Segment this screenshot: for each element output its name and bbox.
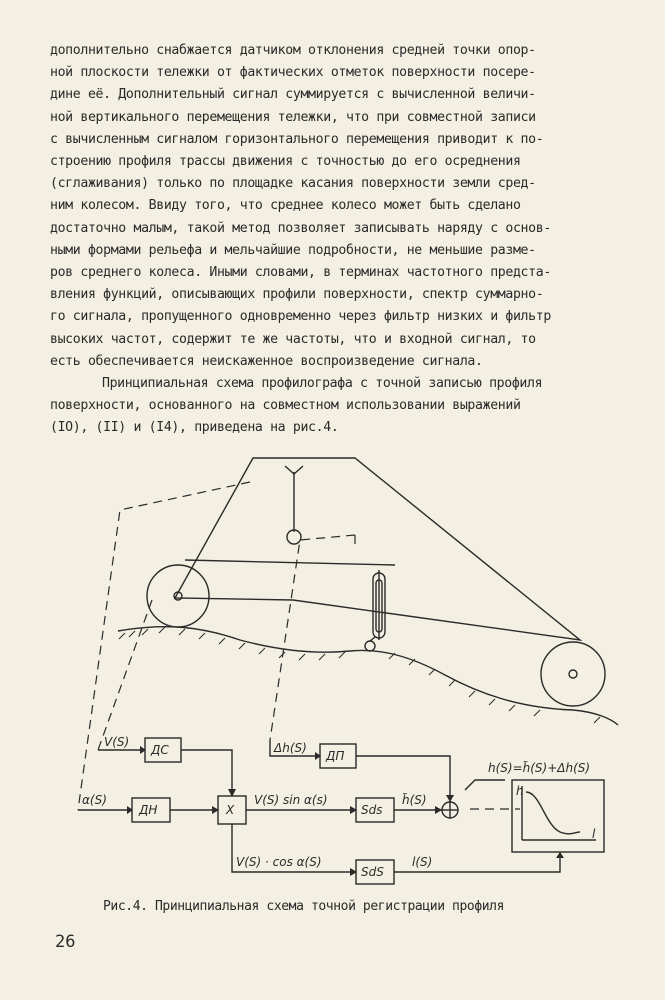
block-int-h-label: Sdѕ (361, 803, 383, 817)
rear-wheel (147, 565, 209, 627)
text-line: строению профиля трассы движения с точностью до его осреднения (50, 154, 521, 170)
block-dn-label: ДН (139, 803, 158, 817)
block-dp-label: ДП (326, 749, 345, 763)
text-line: (IO), (II) и (I4), приведена на рис.4. (50, 420, 339, 436)
text-line: ров среднего колеса. Иными словами, в терминах частотного предста- (50, 265, 551, 281)
profilograph-diagram (0, 440, 665, 910)
text-line: ными формами рельефа и мельчайшие подробности, не меньшие разме- (50, 242, 536, 258)
output-formula-label: h(S)=h̃(S)+Δh(S) (488, 761, 591, 775)
text-line: поверхности, основанного на совместном использовании выражений (50, 398, 521, 414)
signal-l-label: l(S) (412, 855, 433, 869)
signal-v-sin-label: V(S) ѕin α(ѕ) (254, 793, 328, 807)
block-int-l-label: SdS (361, 865, 384, 879)
cart-frame (175, 458, 580, 640)
signal-alpha-label: α(S) (82, 793, 107, 807)
text-line: ним колесом. Ввиду того, что среднее колесо может быть сделано (50, 198, 521, 214)
text-line: дине её. Дополнительный сигнал суммируется с вычисленной величи- (50, 87, 536, 103)
text-line: го сигнала, пропущенного одновременно через фильтр низких и фильтр (50, 309, 551, 325)
plot-axis-l-label: l (592, 827, 596, 841)
text-line: с вычисленным сигналом горизонтального перемещения приводит к по- (50, 131, 544, 147)
middle-wheel (365, 641, 375, 651)
body-text (50, 40, 630, 440)
block-dc-label: ДС (151, 743, 169, 757)
text-line: ной плоскости тележки от фактических отметок поверхности посере- (50, 65, 536, 81)
text-line: высоких частот, содержит те же частоты, что и входной сигнал, то (50, 331, 536, 347)
front-wheel (541, 642, 605, 706)
text-line: (сглаживания) только по площадке касания поверхности земли сред- (50, 176, 536, 192)
signal-dh-label: Δh(S) (274, 741, 307, 755)
block-mult-label: X (226, 803, 235, 817)
signal-h-tilde-label: h̃(S) (402, 793, 427, 807)
signal-v-cos-label: V(S) · cos α(S) (236, 855, 322, 869)
text-line: достаточно малым, такой метод позволяет записывать наряду с основ- (50, 220, 551, 236)
ground-hatching (119, 627, 600, 723)
recorder-plot (512, 780, 604, 852)
text-line: дополнительно снабжается датчиком отклонения средней точки опор- (50, 43, 536, 58)
plot-axis-h-label: h (516, 784, 524, 798)
page-number: 26 (55, 932, 76, 952)
text-line: есть обеспечивается неискаженное воспроизведение сигнала. (50, 353, 483, 369)
recorded-curve (526, 792, 580, 834)
figure-caption: Рис.4. Принципиальная схема точной регистрации профиля (103, 899, 505, 914)
signal-v-label: V(S) (104, 735, 130, 749)
frame-crossbar (185, 560, 395, 565)
pendulum-bob (287, 530, 301, 544)
text-line: Принципиальная схема профилографа с точной записью профиля (102, 376, 543, 392)
text-line: ной вертикального перемещения тележки, что при совместной записи (50, 109, 536, 125)
text-line: вления функций, описывающих профили поверхности, спектр суммарно- (50, 287, 544, 303)
